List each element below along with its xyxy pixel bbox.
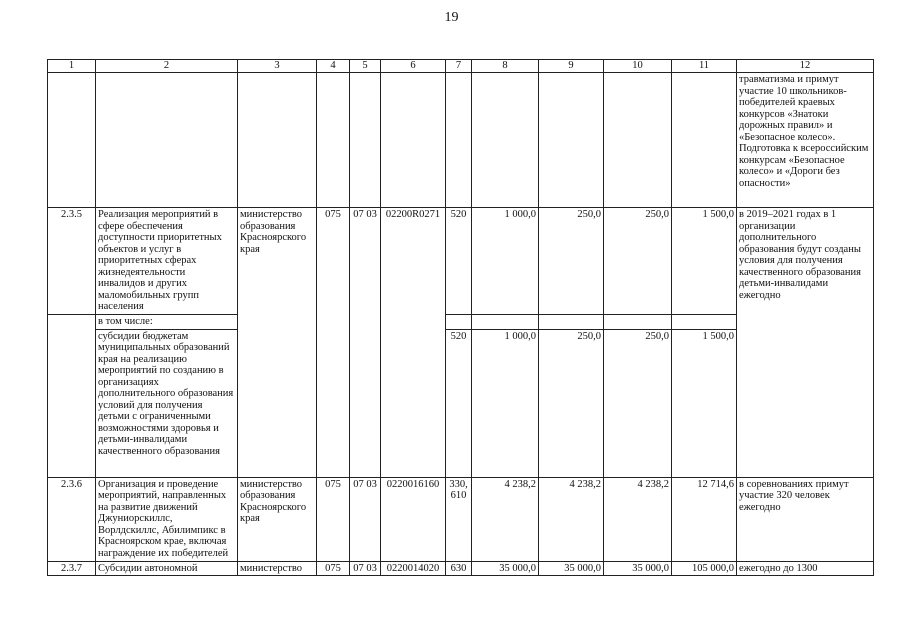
column-header: 7 — [446, 60, 472, 73]
cell-vr: 520 — [446, 208, 472, 315]
cell-result: в 2019–2021 годах в 1 организации дополнительного образования будут созданы условия для получения качественного образования детьми-инвалидами ежегодно — [737, 208, 874, 478]
cell-result: травматизма и примут участие 10 школьников-победителей краевых конкурсов «Знатоки дорожных правил» и «Безопасное колесо». Подготовка к всероссийским конкурсам «Безопасное колесо» и «Дороги без опасности» — [737, 73, 874, 208]
cell-2019: 35 000,0 — [472, 561, 539, 576]
cell-executor: министерство образования Красноярского края — [238, 477, 317, 561]
cell-2020: 250,0 — [539, 208, 604, 315]
column-header: 4 — [317, 60, 350, 73]
cell-vr: 630 — [446, 561, 472, 576]
cell-item-number: 2.3.7 — [48, 561, 96, 576]
cell-2020: 250,0 — [539, 329, 604, 477]
cell-rzpr: 07 03 — [350, 561, 381, 576]
cell-empty — [350, 73, 381, 208]
column-header: 10 — [604, 60, 672, 73]
cell-2021: 4 238,2 — [604, 477, 672, 561]
column-header: 8 — [472, 60, 539, 73]
cell-result: в соревнованиях примут участие 320 человек ежегодно — [737, 477, 874, 561]
cell-csr: 0220016160 — [381, 477, 446, 561]
cell-empty — [472, 73, 539, 208]
cell-rzpr: 07 03 — [350, 208, 381, 478]
cell-empty — [446, 73, 472, 208]
cell-2021: 250,0 — [604, 208, 672, 315]
cell-total: 1 500,0 — [672, 329, 737, 477]
cell-subsidy-name: субсидии бюджетам муниципальных образований края на реализацию мероприятий по созданию в организациях дополнительного образования условий для получения детьми с ограниченными возможностями здоровья и детьми-инвалидами качественного образования — [96, 329, 238, 477]
cell-empty — [446, 315, 472, 330]
cell-2020: 35 000,0 — [539, 561, 604, 576]
cell-grbs: 075 — [317, 477, 350, 561]
cell-2019: 4 238,2 — [472, 477, 539, 561]
cell-executor: министерство — [238, 561, 317, 576]
cell-2021: 35 000,0 — [604, 561, 672, 576]
cell-empty — [672, 315, 737, 330]
column-header: 6 — [381, 60, 446, 73]
cell-total: 105 000,0 — [672, 561, 737, 576]
cell-activity-name: Реализация мероприятий в сфере обеспечения доступности приоритетных объектов и услуг в приоритетных сферах жизнедеятельности инвалидов и других маломобильных групп населения — [96, 208, 238, 315]
cell-executor: министерство образования Красноярского края — [238, 208, 317, 478]
cell-vr: 330, 610 — [446, 477, 472, 561]
table-row-2-3-6 — [48, 477, 874, 561]
cell-empty — [96, 73, 238, 208]
cell-empty — [539, 315, 604, 330]
cell-item-number: 2.3.6 — [48, 477, 96, 561]
table-row-continuation — [48, 73, 874, 208]
cell-vr: 520 — [446, 329, 472, 477]
cell-2019: 1 000,0 — [472, 329, 539, 477]
cell-empty — [604, 73, 672, 208]
column-header: 1 — [48, 60, 96, 73]
cell-empty — [604, 315, 672, 330]
cell-empty — [317, 73, 350, 208]
cell-csr: 02200R0271 — [381, 208, 446, 478]
cell-2021: 250,0 — [604, 329, 672, 477]
cell-empty — [48, 315, 96, 478]
table-row-2-3-5 — [48, 208, 874, 315]
column-number-row — [48, 60, 874, 73]
budget-table — [47, 59, 874, 576]
table-row-2-3-7 — [48, 561, 874, 576]
cell-rzpr: 07 03 — [350, 477, 381, 561]
column-header: 2 — [96, 60, 238, 73]
cell-grbs: 075 — [317, 208, 350, 478]
cell-result: ежегодно до 1300 — [737, 561, 874, 576]
cell-empty — [539, 73, 604, 208]
cell-2019: 1 000,0 — [472, 208, 539, 315]
column-header: 12 — [737, 60, 874, 73]
cell-including-label: в том числе: — [96, 315, 238, 330]
page-number: 19 — [444, 10, 459, 25]
cell-total: 1 500,0 — [672, 208, 737, 315]
cell-empty — [381, 73, 446, 208]
cell-empty — [472, 315, 539, 330]
cell-empty — [672, 73, 737, 208]
column-header: 11 — [672, 60, 737, 73]
cell-total: 12 714,6 — [672, 477, 737, 561]
cell-activity-name: Субсидии автономной — [96, 561, 238, 576]
cell-activity-name: Организация и проведение мероприятий, направленных на развитие движений Джуниорскиллс, Ворлдскиллс, Абилимпикс в Красноярском крае, включая награждение их победителей — [96, 477, 238, 561]
column-header: 9 — [539, 60, 604, 73]
cell-item-number: 2.3.5 — [48, 208, 96, 315]
cell-2020: 4 238,2 — [539, 477, 604, 561]
cell-empty — [48, 73, 96, 208]
cell-grbs: 075 — [317, 561, 350, 576]
cell-csr: 0220014020 — [381, 561, 446, 576]
column-header: 5 — [350, 60, 381, 73]
column-header: 3 — [238, 60, 317, 73]
cell-empty — [238, 73, 317, 208]
